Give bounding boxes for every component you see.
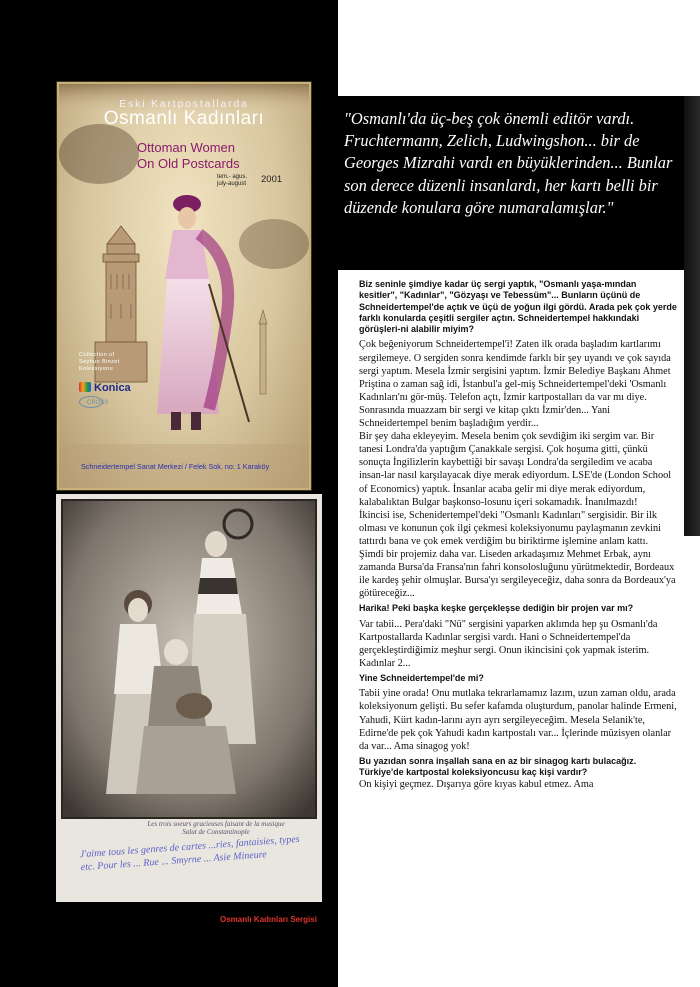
poster-supertitle: Eski Kartpostallarda	[119, 98, 249, 110]
answer-1-paragraph-1: Çok beğeniyorum Schneidertempel'i! Zaten ilk orada başladım kartlarımı sergilemeye. O sergiden sonra kendimde farklı bir şey uyandı ve çok sayıda sergi yaptım. Mesela İzmir sergisini yaptım. İzmir Belediye Başkanı Ahmet Priştina o zaman sağ idi, İstanbul'a gel-miş Schneidertempel'deki 'Osmanlı Kadınları'nı gör-müş. Telefon açtı, İzmir kartpostalları da var mı diye. Sonrasında muazzam bir sergi ve kitap çıktı İzmir'den... Yani Schneidertempel benim başladığım yerdir...	[359, 339, 671, 430]
poster-venue: Schneidertempel Sanat Merkezi / Felek Sok. no: 1 Karaköy	[81, 462, 270, 471]
exhibition-poster	[57, 82, 311, 490]
poster-english-title-2: On Old Postcards	[137, 156, 240, 171]
konica-label: Konica	[94, 382, 131, 394]
question-4: Bu yazıdan sonra inşallah sana en az bir sinagog kartı bulacağız. Türkiye'de kartpostal koleksiyoncusu kaç kişi vardır?	[359, 755, 637, 778]
poster-collection-line-3: Koleksiyonu	[79, 366, 114, 372]
answer-3: Tabii yine orada! Onu mutlaka tekrarlamamız lazım, uzun zaman oldu, arada koleksiyonum gelişti. Bu sefer kafamda oluşturdum, panolar halinde Ermeni, Yahudi, Kürt kadın-larını ayrı ayrı sergileyeceğim. Mesela Selanik'te, Edirne'de pek çok Yahudi kadın kartpostalı var... İçlerinde müzisyen olanlar da var... Ama sinagog yok!	[359, 688, 677, 752]
question-1: Biz seninle şimdiye kadar üç sergi yaptık, "Osmanlı yaşa-mından kesitler", "Kadınlar", "Gözyaşı ve Tebessüm"... Bunların üçünü de Schneidertempel'de açtık ve üçü de yoğun ilgi gördü. Arada pek çok yerde farklı konularda çeşitli sergiler açtın. Schneidertempel hakkındaki görüşleri-ni alabilir miyim?	[359, 279, 677, 335]
question-2: Harika! Peki başka keşke gerçekleşse dediğin bir projen var mı?	[359, 603, 634, 614]
poster-date-tr: tem.- agus.	[217, 174, 248, 180]
postcard-photo	[56, 494, 322, 902]
answer-1-paragraph-2: Bir şey daha ekleyeyim. Mesela benim çok sevdiğim iki sergim var. Bir tanesi Londra'da yaptığım Çanakkale sergisi. Çok hoşuma gitti, çünkü sonuçta İngilizlerin kaybettiği bir savaşı Londra'da sergiledim ve acaba insan-lar nasıl karşılayacak diye merak ediyordum. LSE'de (London School of Economics) yaptık. İnsanlar acaba gelir mi diye merak ediyordum, kalabalıktan Bulgar başkonso-losunu içeri sokamadık. İnanılmazdı!	[359, 431, 672, 508]
top-white-area	[338, 0, 700, 96]
poster-dates	[217, 174, 247, 188]
poster-title: Osmanlı Kadınları	[103, 108, 265, 129]
answer-2: Var tabii... Pera'daki "Nü" sergisini yaparken aklımda hep şu Osmanlı'da Kartpostallarda Kadınlar sergisi vardı. Hani o Schneidertempel'da gerçekleştirdiğimiz meşhur sergi. Onun ikincisini çok yapmak isterim. Kadınlar 2...	[359, 618, 658, 669]
poster-collection-line-2: Seyhun Binzet	[79, 359, 120, 365]
page-edge-strip	[684, 96, 700, 536]
woman-figure	[157, 195, 249, 430]
postcard-handwriting: J'aime tous les genres de cartes ...ries, fantaisies, types etc. Pour les ... Rue ... Smyrne ... Asie Mineure	[79, 833, 301, 874]
poster-date-en: july-august	[217, 181, 247, 187]
poster-year: 2001	[261, 174, 283, 185]
interview-article	[359, 279, 677, 791]
postcard-printed-caption: Les trois soeurs gracieuses faisant de la musique	[147, 820, 285, 828]
photo-caption: Osmanlı Kadınları Sergisi	[220, 915, 317, 924]
answer-1-paragraph-3: İkincisi ise, Schenidertempel'deki "Osmanlı Kadınları" sergisidir. Bir ilk olması ve konunun çok ilgi çekmesi koleksiyonumu paylaşmanın zevkini tattırdı bana ve çok emek verdiğim bu biriktirme işlemine anlam kattı.	[359, 509, 661, 547]
konica-logo	[79, 382, 131, 394]
konica-mark-icon	[79, 382, 91, 392]
cross-logo-text: CROSS	[87, 400, 109, 406]
postcard-printed-subcaption: Salut de Constantinople	[182, 828, 250, 836]
question-3: Yine Schneidertempel'de mi?	[359, 673, 484, 684]
poster-english-title-1: Ottoman Women	[137, 140, 236, 155]
answer-4: On kişiyi geçmez. Dışarıya göre kıyas kabul etmez. Ama	[359, 779, 594, 791]
poster-collection-line-1: Collection of	[79, 352, 115, 358]
answer-1-paragraph-4: Şimdi bir projemiz daha var. Liseden arkadaşımız Mehmet Erbak, aynı zamanda Bursa'da Fransa'nın fahri konsolosluğunu yürütmektedir, Bordeaux ile kardeş şehir olmuşlar. Bursa'yı sergileyeceğiz, daha sonra da Bordeaux'ya götüreceğiz...	[359, 548, 676, 600]
pull-quote: "Osmanlı'da üç-beş çok önemli editör vardı. Fruchtermann, Zelich, Ludwingshon... bir de Georges Mizrahi vardı en büyüklerinden... Bunlar son derece düzenli insanlardı, her kartı belli bir düzende konulara göre numaralamışlar."	[344, 109, 673, 217]
